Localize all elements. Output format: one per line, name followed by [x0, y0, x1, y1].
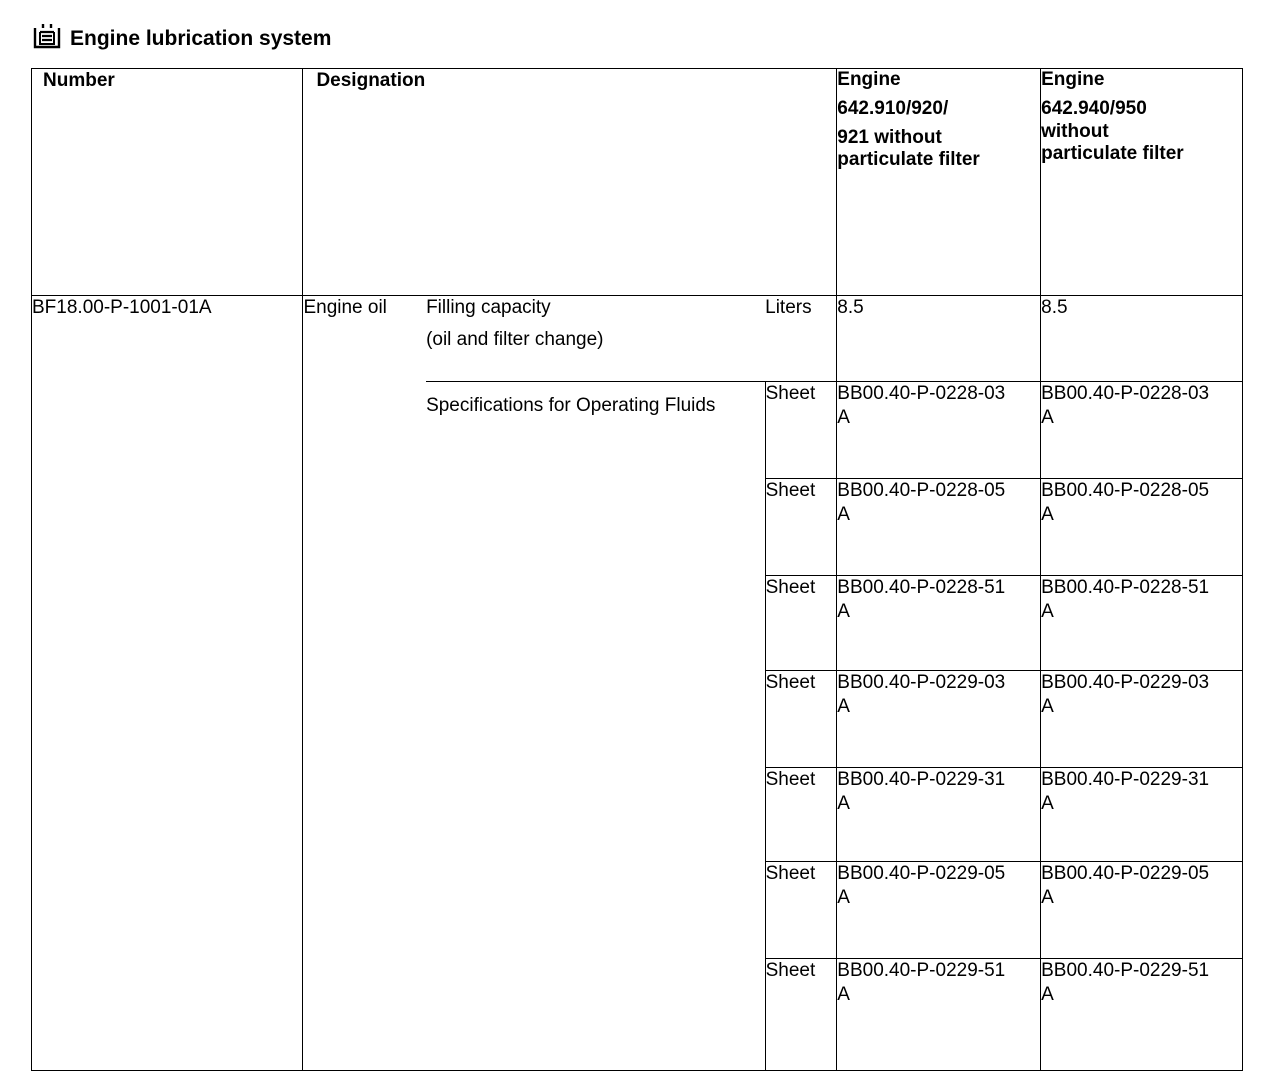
header-row [32, 69, 1243, 296]
part-number: BF18.00-P-1001-01A [32, 296, 303, 1071]
header-engine-2: Engine 642.940/950 without particulate filter [1041, 69, 1243, 296]
sheet-ref-engine-1: BB00.40-P-0228-51 A [837, 576, 1041, 671]
header-engine-1: Engine 642.910/920/ 921 without particulate filter [837, 69, 1041, 296]
capacity-unit: Liters [765, 296, 837, 382]
sheet-ref-engine-1: BB00.40-P-0228-03 A [837, 382, 1041, 479]
capacity-label: Filling capacity (oil and filter change) [426, 296, 765, 382]
sheet-ref-engine-1: BB00.40-P-0229-03 A [837, 671, 1041, 768]
sheet-ref-engine-2: BB00.40-P-0229-03 A [1041, 671, 1243, 768]
sheet-ref-engine-2: BB00.40-P-0229-51 A [1041, 959, 1243, 1071]
capacity-engine-1: 8.5 [837, 296, 1041, 382]
header-designation: Designation [303, 69, 837, 296]
sheet-ref-engine-1: BB00.40-P-0229-51 A [837, 959, 1041, 1071]
sheet-ref-engine-2: BB00.40-P-0229-31 A [1041, 768, 1243, 862]
sheet-unit: Sheet [765, 576, 837, 671]
header-number: Number [32, 69, 303, 296]
sheet-ref-engine-1: BB00.40-P-0229-31 A [837, 768, 1041, 862]
sheet-ref-engine-2: BB00.40-P-0228-03 A [1041, 382, 1243, 479]
sheet-unit: Sheet [765, 959, 837, 1071]
sheet-unit: Sheet [765, 382, 837, 479]
sheet-unit: Sheet [765, 479, 837, 576]
specifications-label: Specifications for Operating Fluids [426, 382, 765, 1071]
capacity-row [32, 296, 1243, 382]
page-title: Engine lubrication system [70, 27, 332, 50]
group-label: Engine oil [303, 296, 426, 1071]
sheet-ref-engine-2: BB00.40-P-0228-05 A [1041, 479, 1243, 576]
sheet-ref-engine-1: BB00.40-P-0228-05 A [837, 479, 1041, 576]
sheet-unit: Sheet [765, 862, 837, 959]
oil-service-icon [32, 22, 62, 52]
section-title [32, 20, 331, 54]
capacity-engine-2: 8.5 [1041, 296, 1243, 382]
sheet-ref-engine-2: BB00.40-P-0229-05 A [1041, 862, 1243, 959]
sheet-unit: Sheet [765, 671, 837, 768]
sheet-ref-engine-1: BB00.40-P-0229-05 A [837, 862, 1041, 959]
lubrication-table [31, 68, 1243, 1071]
sheet-unit: Sheet [765, 768, 837, 862]
sheet-ref-engine-2: BB00.40-P-0228-51 A [1041, 576, 1243, 671]
